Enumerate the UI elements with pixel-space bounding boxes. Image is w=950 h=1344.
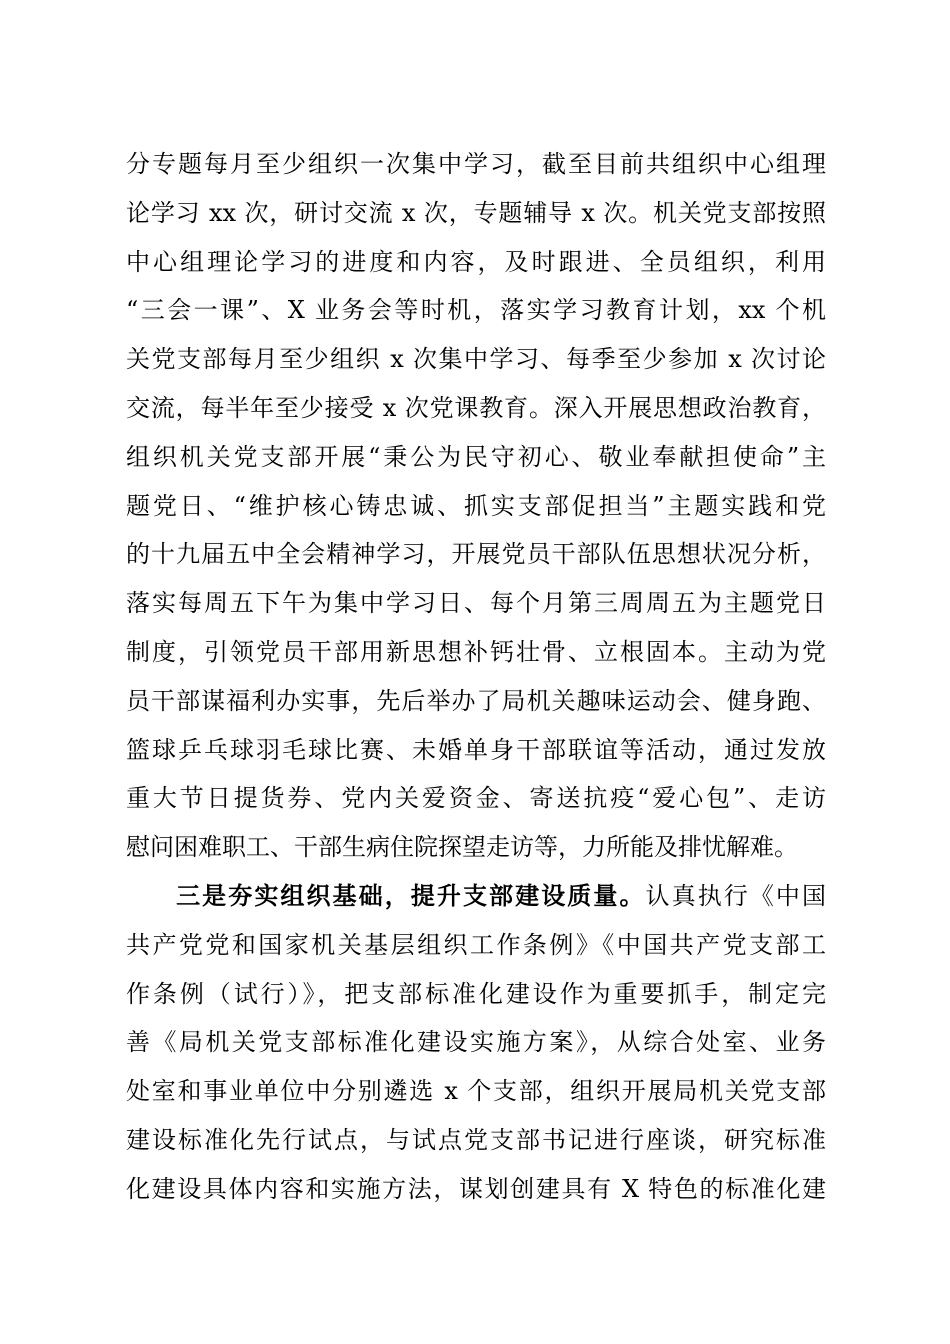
document-body: [126, 140, 826, 1214]
text-line: 分专题每月至少组织一次集中学习，截至目前共组织中心组理: [126, 150, 826, 178]
paragraph-1: [126, 140, 826, 872]
text-line: 的十九届五中全会精神学习，开展党员干部队伍思想状况分析，: [126, 540, 826, 569]
text-line: 落实每周五下午为集中学习日、每个月第三周周五为主题党日: [126, 589, 826, 618]
text-line: 题党日、“维护核心铸忠诚、抓实支部促担当”主题实践和党: [126, 491, 826, 520]
text-line: 关党支部每月至少组织 x 次集中学习、每季至少参加 x 次讨论: [126, 345, 826, 374]
paragraph-2: [126, 872, 826, 1214]
text-line: 共产党党和国家机关基层组织工作条例》《中国共产党支部工: [126, 930, 826, 959]
text-line: 员干部谋福利办实事，先后举办了局机关趣味运动会、健身跑、: [126, 686, 826, 715]
text-line: 作条例（试行）》，把支部标准化建设作为重要抓手，制定完: [126, 979, 826, 1008]
text-line: 组织机关党支部开展“秉公为民守初心、敬业奉献担使命”主: [126, 442, 826, 471]
text-line: 论学习 xx 次，研讨交流 x 次，专题辅导 x 次。机关党支部按照: [126, 198, 826, 227]
text-line: 交流，每半年至少接受 x 次党课教育。深入开展思想政治教育，: [126, 393, 826, 422]
text-line: 建设标准化先行试点，与试点党支部书记进行座谈，研究标准: [126, 1125, 826, 1154]
text-line: 中心组理论学习的进度和内容，及时跟进、全员组织，利用: [126, 247, 826, 276]
text-line: 处室和事业单位中分别遴选 x 个支部，组织开展局机关党支部: [126, 1077, 826, 1106]
text-line: 善《局机关党支部标准化建设实施方案》，从综合处室、业务: [126, 1028, 826, 1057]
text-line: 制度，引领党员干部用新思想补钙壮骨、立根固本。主动为党: [126, 637, 826, 666]
text-line: 化建设具体内容和实施方法，谋划创建具有 X 特色的标准化建: [126, 1174, 826, 1203]
text-line: “三会一课”、X 业务会等时机，落实学习教育计划，xx 个机: [126, 296, 826, 325]
paragraph-first-line: [126, 872, 826, 921]
text-line: 慰问困难职工、干部生病住院探望走访等，力所能及排忧解难。: [126, 833, 798, 862]
section-lead-heading: 三是夯实组织基础，提升支部建设质量。: [174, 880, 646, 910]
text-line: 篮球乒乓球羽毛球比赛、未婚单身干部联谊等活动，通过发放: [126, 735, 826, 764]
text-line: 重大节日提货券、党内关爱资金、寄送抗疫“爱心包”、走访: [126, 784, 826, 813]
text-run: 认真执行《中国: [645, 881, 827, 910]
